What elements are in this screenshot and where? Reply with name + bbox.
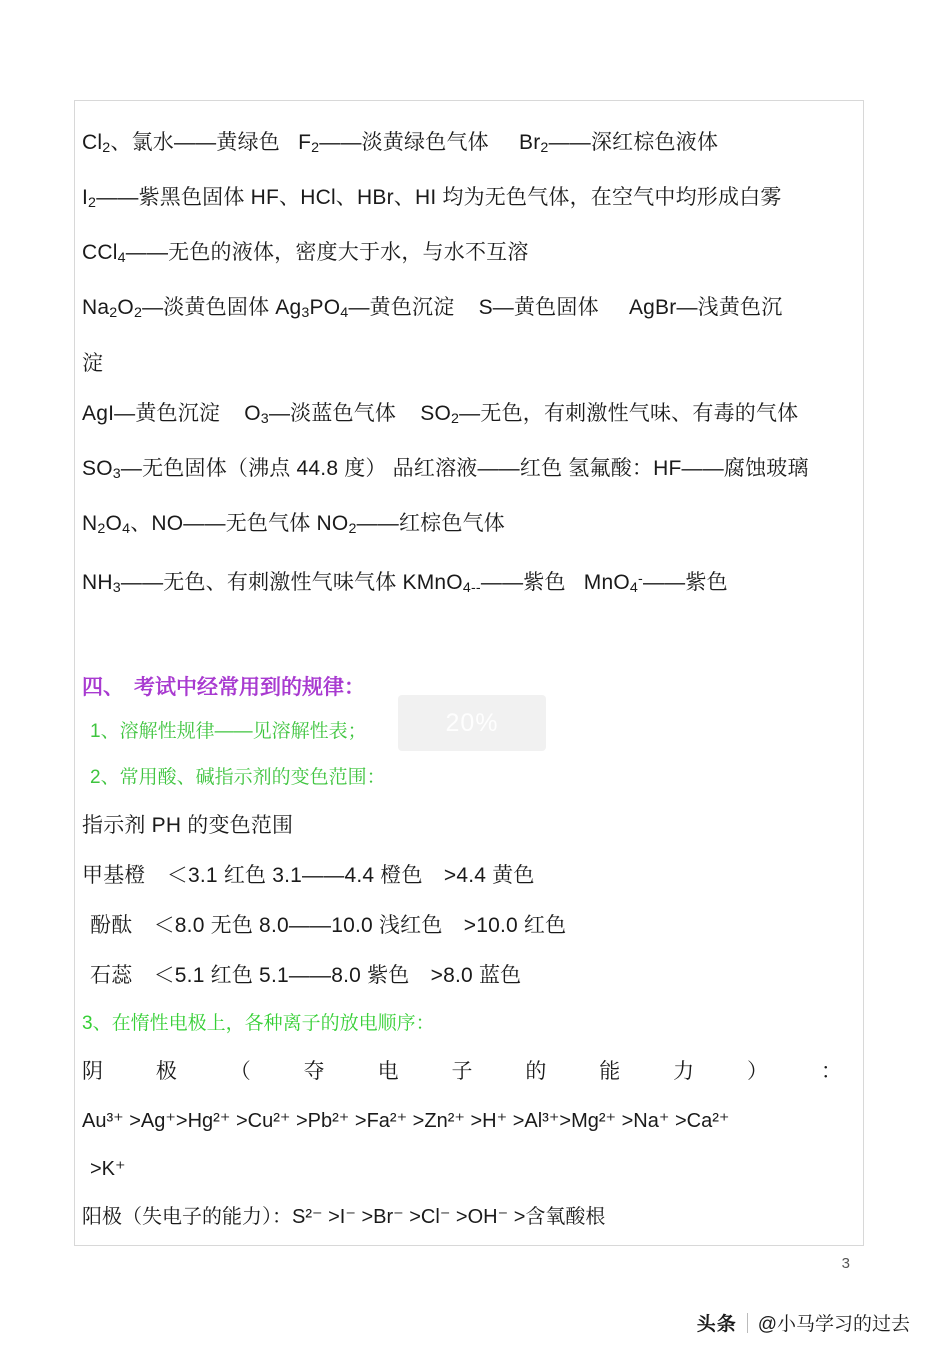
chem-line: $N_2O_4$、NO——无色气体 $NO_2——$红棕色气体	[82, 511, 505, 537]
rule-item-1: 1、溶解性规律——见溶解性表；	[90, 721, 367, 743]
chem-line: $Na_2O_2—$淡黄色固体 $Ag_3PO_4—$黄色沉淀 S—黄色固体 AgBr—浅黄色沉	[82, 296, 783, 322]
footer-brand	[697, 1309, 910, 1336]
cathode-discharge-series: Au³⁺ >Ag⁺>Hg²⁺ >Cu²⁺ >Pb²⁺ >Fa²⁺ >Zn²⁺ >H⁺ >Al³⁺>Mg²⁺ >Na⁺ >Ca²⁺	[82, 1110, 730, 1133]
rule-item-3: 3、在惰性电极上，各种离子的放电顺序：	[82, 1013, 435, 1035]
progress-watermark: 20%	[398, 695, 546, 751]
section-heading-number: 四、	[82, 676, 124, 700]
chem-line: 淀	[82, 351, 104, 375]
cathode-label-char: ）	[747, 1060, 769, 1084]
toutiao-logo: 头条	[696, 1314, 737, 1335]
indicator-methyl-orange: 甲基橙 ＜3.1 红色 3.1——4.4 橙色 >4.4 黄色	[82, 864, 535, 888]
footer-divider	[747, 1313, 748, 1333]
indicator-phenolphthalein: 酚酞 ＜8.0 无色 8.0——10.0 浅红色 >10.0 红色	[90, 914, 567, 938]
cathode-label-char: 能	[599, 1060, 621, 1084]
cathode-label-char: 子	[451, 1060, 473, 1084]
author-handle: @小马学习的过去	[757, 1314, 910, 1335]
cathode-label-char: 夺	[303, 1060, 325, 1084]
anode-discharge-series: 阳极（失电子的能力）：S²⁻ >I⁻ >Br⁻ >Cl⁻ >OH⁻ >含氧酸根	[82, 1206, 606, 1229]
chem-line: $I_2——$紫黑色固体 HF、HCl、HBr、HI 均为无色气体，在空气中均形成白雾	[82, 186, 782, 212]
spacer	[82, 613, 858, 667]
cathode-label-char: 电	[377, 1060, 399, 1084]
cathode-label-char: 极	[155, 1060, 177, 1084]
chem-line: AgI—黄色沉淀 $O_3—$淡蓝色气体 $SO_2—$无色，有刺激性气味、有毒的气体	[82, 401, 799, 427]
chem-line: $Cl_2$、氯水——黄绿色 $F_2——$淡黄绿色气体 $Br_2——$深红棕色液体	[82, 131, 719, 157]
page-number: 3	[841, 1255, 850, 1272]
cathode-label-char: 的	[525, 1060, 547, 1084]
cathode-label-char: 力	[673, 1060, 695, 1084]
cathode-discharge-series-tail: >K⁺	[90, 1158, 126, 1181]
chem-line: $NH_3——$无色、有刺激性气味气体 KMnO$_{4--}$——紫色 MnO$_4$-——紫色	[82, 570, 728, 597]
cathode-label-char: ：	[820, 1060, 842, 1084]
indicator-litmus: 石蕊 ＜5.1 红色 5.1——8.0 紫色 >8.0 蓝色	[90, 964, 522, 988]
cathode-label-char: 阴	[82, 1060, 103, 1084]
chem-line: $SO_3—$无色固体（沸点 44.8 度） 品红溶液——红色 氢氟酸：HF——腐蚀玻璃	[82, 456, 809, 482]
cathode-label-char: （	[229, 1060, 251, 1084]
cathode-label-row	[82, 1047, 842, 1097]
section-heading-text: 考试中经常用到的规律：	[134, 676, 365, 700]
rule-item-2: 2、常用酸、碱指示剂的变色范围：	[90, 767, 386, 789]
chem-line: CCl$_4$——无色的液体，密度大于水，与水不互溶	[82, 241, 529, 267]
indicator-header: 指示剂 PH 的变色范围	[82, 814, 294, 838]
document-content	[82, 118, 858, 1241]
